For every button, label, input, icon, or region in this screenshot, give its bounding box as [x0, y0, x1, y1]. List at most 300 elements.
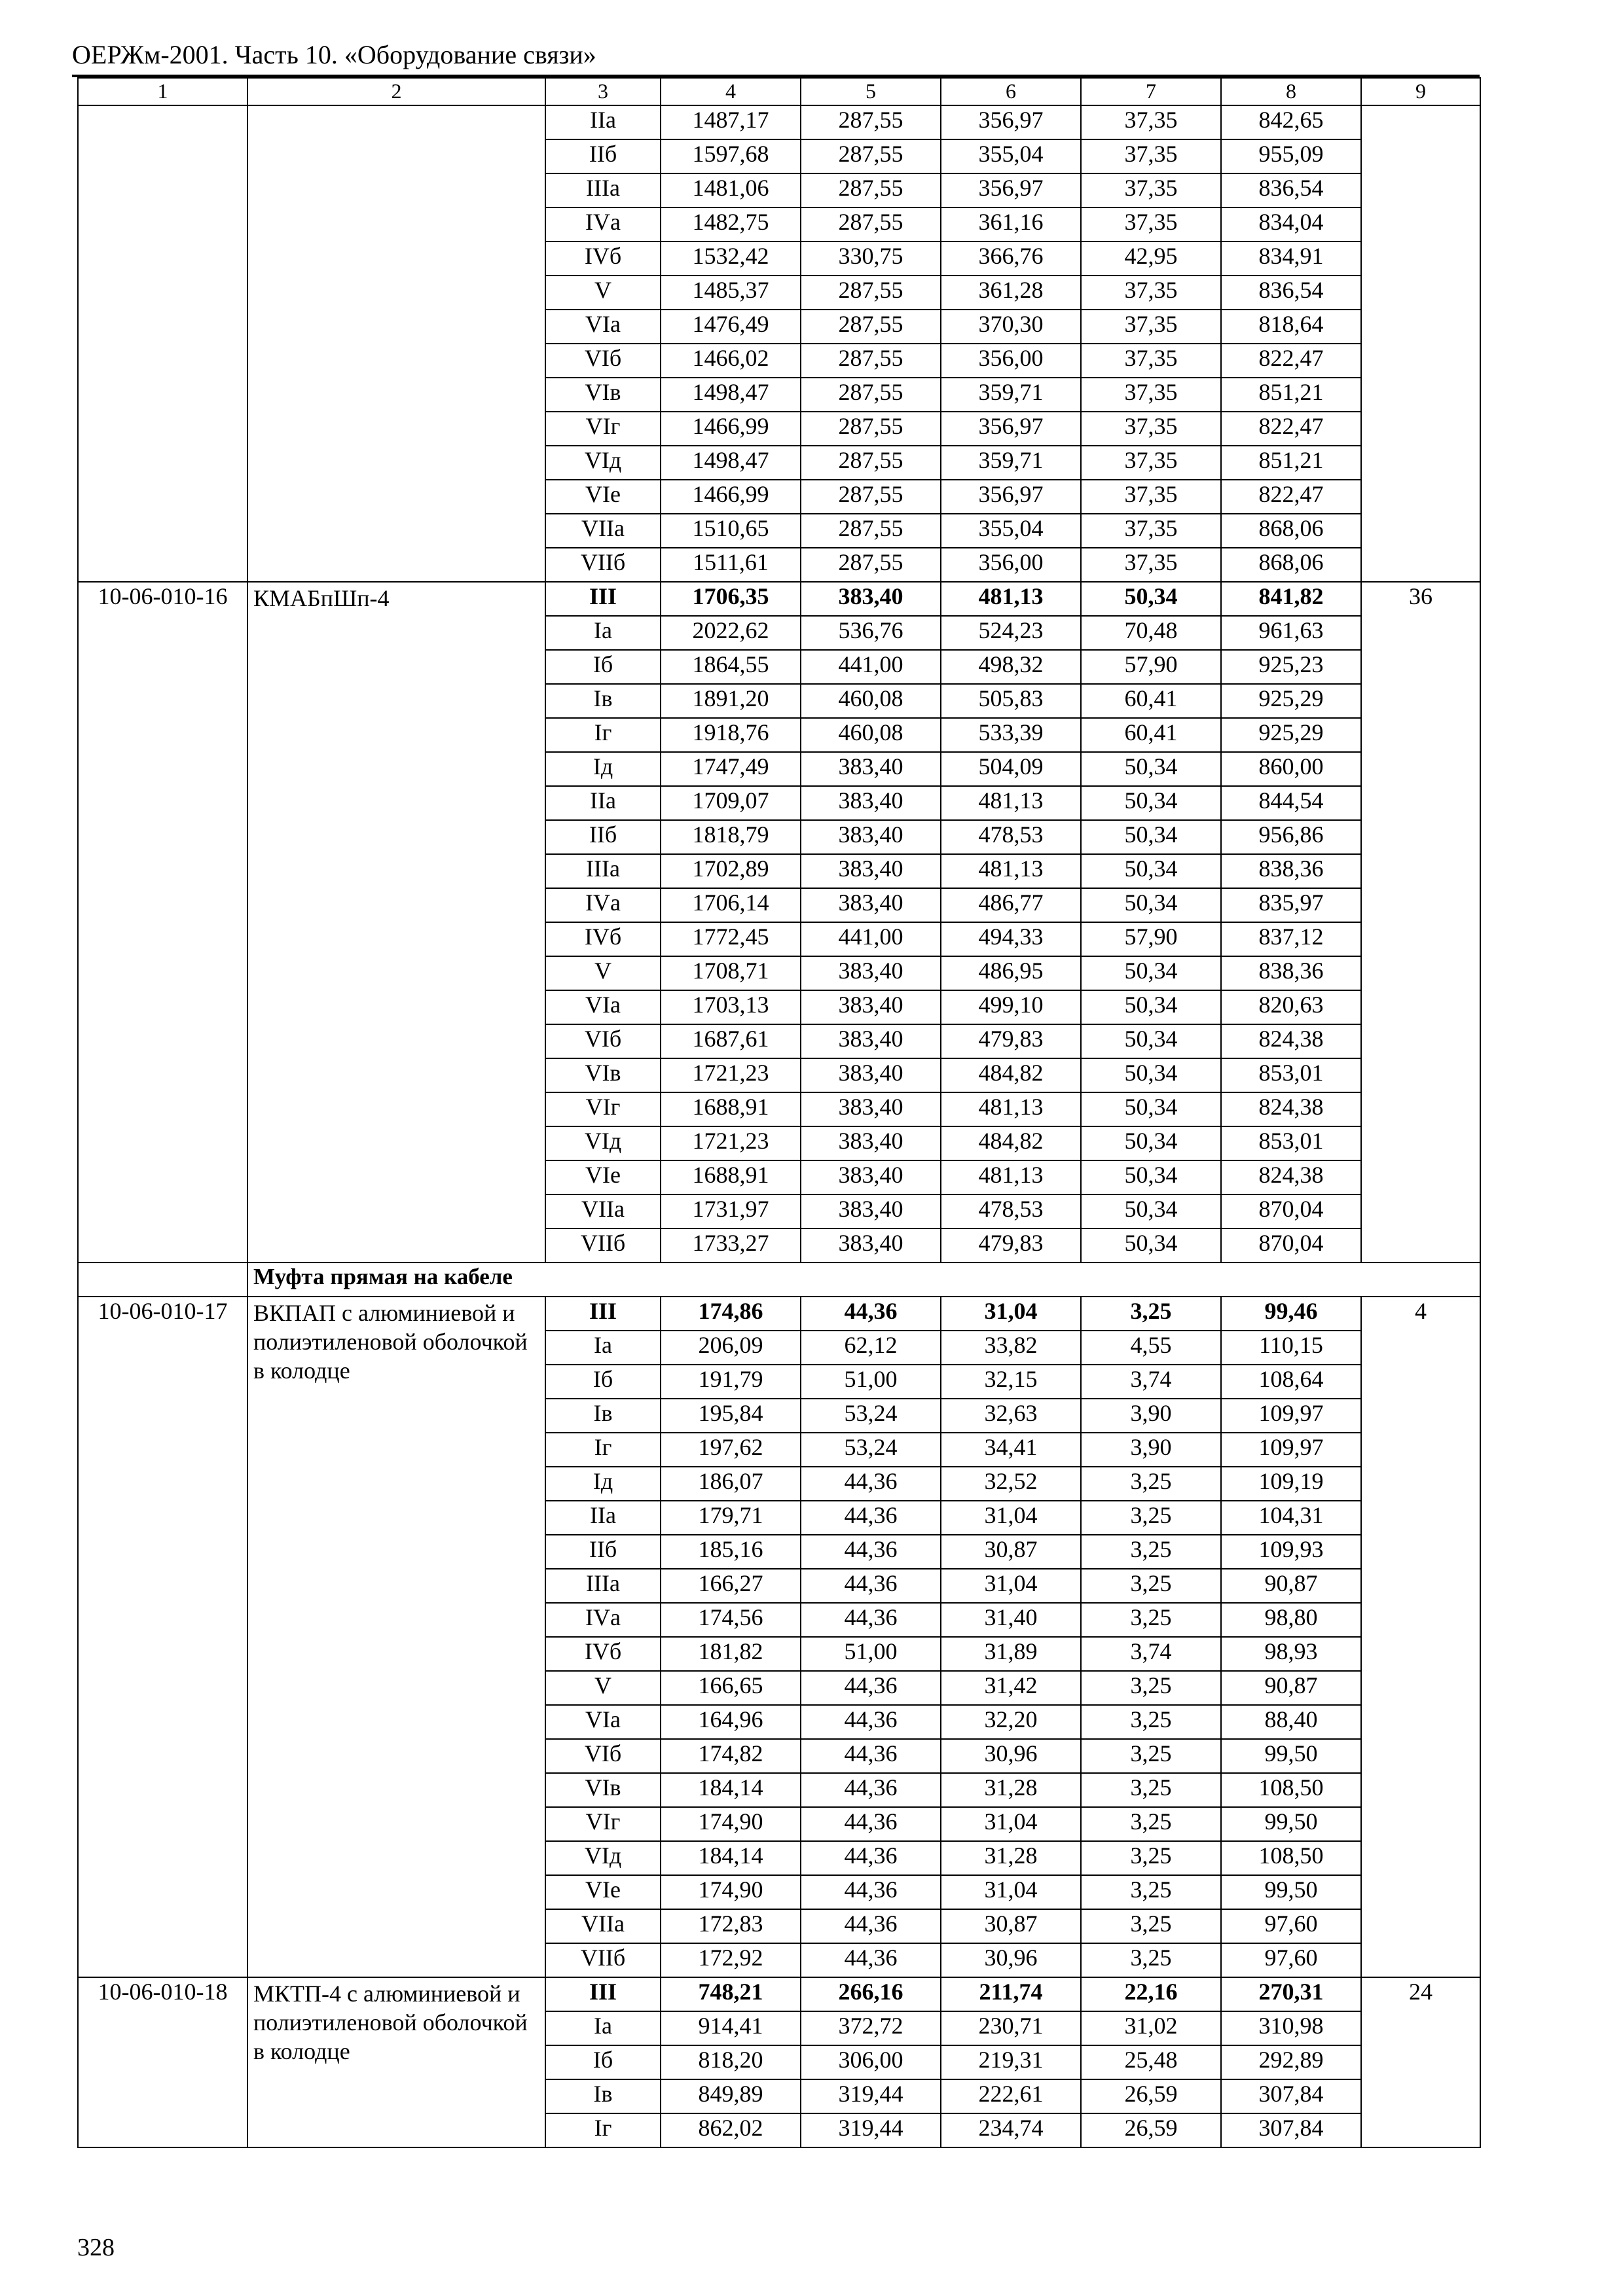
value-cell: 1706,35 — [661, 582, 801, 616]
zone-cell: VIе — [545, 1875, 661, 1909]
value-cell: 185,16 — [661, 1535, 801, 1569]
table-row — [78, 1977, 1480, 2011]
value-cell: 3,25 — [1081, 1807, 1221, 1841]
value-cell: 230,71 — [941, 2011, 1081, 2045]
value-cell: 90,87 — [1221, 1569, 1361, 1603]
value-cell: 206,09 — [661, 1331, 801, 1365]
value-cell: 37,35 — [1081, 139, 1221, 173]
value-cell: 383,40 — [801, 752, 941, 786]
value-cell: 44,36 — [801, 1773, 941, 1807]
table-row — [78, 1297, 1480, 1331]
value-cell: 1688,91 — [661, 1160, 801, 1194]
value-cell: 32,63 — [941, 1399, 1081, 1433]
col9-value: 36 — [1361, 582, 1480, 1263]
value-cell: 44,36 — [801, 1671, 941, 1705]
value-cell: 961,63 — [1221, 616, 1361, 650]
value-cell: 361,16 — [941, 207, 1081, 242]
column-number: 3 — [545, 78, 661, 105]
value-cell: 37,35 — [1081, 514, 1221, 548]
value-cell: 287,55 — [801, 514, 941, 548]
value-cell: 870,04 — [1221, 1194, 1361, 1229]
value-cell: 822,47 — [1221, 480, 1361, 514]
value-cell: 849,89 — [661, 2079, 801, 2113]
value-cell: 44,36 — [801, 1297, 941, 1331]
value-cell: 862,02 — [661, 2113, 801, 2147]
value-cell: 1733,27 — [661, 1229, 801, 1263]
value-cell: 108,64 — [1221, 1365, 1361, 1399]
value-cell: 748,21 — [661, 1977, 801, 2011]
value-cell: 98,93 — [1221, 1637, 1361, 1671]
value-cell: 3,25 — [1081, 1603, 1221, 1637]
value-cell: 22,16 — [1081, 1977, 1221, 2011]
value-cell: 50,34 — [1081, 1092, 1221, 1126]
zone-cell: VIд — [545, 1841, 661, 1875]
value-cell: 44,36 — [801, 1875, 941, 1909]
value-cell: 481,13 — [941, 582, 1081, 616]
value-cell: 356,97 — [941, 412, 1081, 446]
value-cell: 822,47 — [1221, 412, 1361, 446]
value-cell: 383,40 — [801, 888, 941, 922]
column-number-row — [78, 78, 1480, 105]
value-cell: 494,33 — [941, 922, 1081, 956]
rate-code: 10-06-010-17 — [78, 1297, 247, 1977]
zone-cell: IIб — [545, 139, 661, 173]
value-cell: 37,35 — [1081, 276, 1221, 310]
value-cell: 98,80 — [1221, 1603, 1361, 1637]
value-cell: 44,36 — [801, 1739, 941, 1773]
value-cell: 820,63 — [1221, 990, 1361, 1024]
value-cell: 50,34 — [1081, 1024, 1221, 1058]
value-cell: 868,06 — [1221, 548, 1361, 582]
value-cell: 37,35 — [1081, 446, 1221, 480]
value-cell: 441,00 — [801, 650, 941, 684]
value-cell: 3,25 — [1081, 1705, 1221, 1739]
value-cell: 26,59 — [1081, 2113, 1221, 2147]
value-cell: 836,54 — [1221, 173, 1361, 207]
value-cell: 166,65 — [661, 1671, 801, 1705]
value-cell: 370,30 — [941, 310, 1081, 344]
value-cell: 356,00 — [941, 344, 1081, 378]
value-cell: 484,82 — [941, 1058, 1081, 1092]
value-cell: 287,55 — [801, 344, 941, 378]
value-cell: 4,55 — [1081, 1331, 1221, 1365]
value-cell: 383,40 — [801, 1058, 941, 1092]
zone-cell: Iб — [545, 1365, 661, 1399]
value-cell: 166,27 — [661, 1569, 801, 1603]
value-cell: 460,08 — [801, 684, 941, 718]
value-cell: 1487,17 — [661, 105, 801, 139]
value-cell: 3,25 — [1081, 1773, 1221, 1807]
column-number: 7 — [1081, 78, 1221, 105]
value-cell: 383,40 — [801, 1229, 941, 1263]
value-cell: 44,36 — [801, 1841, 941, 1875]
value-cell: 31,42 — [941, 1671, 1081, 1705]
value-cell: 1485,37 — [661, 276, 801, 310]
column-number: 6 — [941, 78, 1081, 105]
value-cell: 184,14 — [661, 1773, 801, 1807]
value-cell: 481,13 — [941, 854, 1081, 888]
value-cell: 860,00 — [1221, 752, 1361, 786]
value-cell: 31,28 — [941, 1773, 1081, 1807]
value-cell: 108,50 — [1221, 1773, 1361, 1807]
value-cell: 109,19 — [1221, 1467, 1361, 1501]
value-cell: 1510,65 — [661, 514, 801, 548]
zone-cell: VIIб — [545, 1229, 661, 1263]
value-cell: 37,35 — [1081, 207, 1221, 242]
value-cell: 1466,99 — [661, 412, 801, 446]
value-cell: 33,82 — [941, 1331, 1081, 1365]
value-cell: 822,47 — [1221, 344, 1361, 378]
column-number: 4 — [661, 78, 801, 105]
value-cell: 1918,76 — [661, 718, 801, 752]
value-cell: 536,76 — [801, 616, 941, 650]
value-cell: 844,54 — [1221, 786, 1361, 820]
zone-cell: VIг — [545, 412, 661, 446]
value-cell: 62,12 — [801, 1331, 941, 1365]
value-cell: 481,13 — [941, 1160, 1081, 1194]
rate-name: МКТП-4 с алюминиевой и полиэтиленовой оболочкой в колодце — [247, 1977, 545, 2147]
value-cell: 197,62 — [661, 1433, 801, 1467]
value-cell: 191,79 — [661, 1365, 801, 1399]
value-cell: 478,53 — [941, 820, 1081, 854]
value-cell: 1731,97 — [661, 1194, 801, 1229]
rate-code: 10-06-010-18 — [78, 1977, 247, 2147]
value-cell: 824,38 — [1221, 1024, 1361, 1058]
rate-code — [78, 105, 247, 582]
zone-cell: VIIб — [545, 1943, 661, 1977]
zone-cell: VIа — [545, 1705, 661, 1739]
zone-cell: III — [545, 582, 661, 616]
column-number: 1 — [78, 78, 247, 105]
zone-cell: IVб — [545, 242, 661, 276]
value-cell: 1466,99 — [661, 480, 801, 514]
zone-cell: Iд — [545, 752, 661, 786]
value-cell: 292,89 — [1221, 2045, 1361, 2079]
section-title: Муфта прямая на кабеле — [247, 1263, 1480, 1297]
value-cell: 486,77 — [941, 888, 1081, 922]
value-cell: 3,25 — [1081, 1467, 1221, 1501]
value-cell: 383,40 — [801, 1160, 941, 1194]
value-cell: 824,38 — [1221, 1160, 1361, 1194]
value-cell: 31,04 — [941, 1569, 1081, 1603]
value-cell: 478,53 — [941, 1194, 1081, 1229]
value-cell: 356,97 — [941, 173, 1081, 207]
value-cell: 30,87 — [941, 1535, 1081, 1569]
value-cell: 356,00 — [941, 548, 1081, 582]
value-cell: 306,00 — [801, 2045, 941, 2079]
value-cell: 31,04 — [941, 1501, 1081, 1535]
zone-cell: VIIа — [545, 514, 661, 548]
value-cell: 853,01 — [1221, 1058, 1361, 1092]
value-cell: 383,40 — [801, 1194, 941, 1229]
zone-cell: VIа — [545, 310, 661, 344]
value-cell: 37,35 — [1081, 412, 1221, 446]
zone-cell: VIIа — [545, 1909, 661, 1943]
value-cell: 50,34 — [1081, 820, 1221, 854]
value-cell: 99,50 — [1221, 1739, 1361, 1773]
value-cell: 818,64 — [1221, 310, 1361, 344]
value-cell: 50,34 — [1081, 1194, 1221, 1229]
value-cell: 1747,49 — [661, 752, 801, 786]
value-cell: 88,40 — [1221, 1705, 1361, 1739]
value-cell: 307,84 — [1221, 2113, 1361, 2147]
value-cell: 3,90 — [1081, 1399, 1221, 1433]
zone-cell: Iг — [545, 2113, 661, 2147]
zone-cell: VIб — [545, 1739, 661, 1773]
value-cell: 330,75 — [801, 242, 941, 276]
value-cell: 44,36 — [801, 1501, 941, 1535]
value-cell: 1891,20 — [661, 684, 801, 718]
zone-cell: Iд — [545, 1467, 661, 1501]
value-cell: 361,28 — [941, 276, 1081, 310]
value-cell: 2022,62 — [661, 616, 801, 650]
value-cell: 31,04 — [941, 1807, 1081, 1841]
value-cell: 219,31 — [941, 2045, 1081, 2079]
value-cell: 3,25 — [1081, 1943, 1221, 1977]
value-cell: 99,50 — [1221, 1807, 1361, 1841]
value-cell: 1476,49 — [661, 310, 801, 344]
value-cell: 3,25 — [1081, 1569, 1221, 1603]
value-cell: 211,74 — [941, 1977, 1081, 2011]
value-cell: 37,35 — [1081, 344, 1221, 378]
value-cell: 1706,14 — [661, 888, 801, 922]
value-cell: 372,72 — [801, 2011, 941, 2045]
value-cell: 3,25 — [1081, 1875, 1221, 1909]
column-number: 9 — [1361, 78, 1480, 105]
value-cell: 174,90 — [661, 1875, 801, 1909]
value-cell: 50,34 — [1081, 1126, 1221, 1160]
value-cell: 287,55 — [801, 548, 941, 582]
value-cell: 504,09 — [941, 752, 1081, 786]
value-cell: 109,97 — [1221, 1433, 1361, 1467]
value-cell: 32,52 — [941, 1467, 1081, 1501]
value-cell: 383,40 — [801, 786, 941, 820]
value-cell: 1498,47 — [661, 446, 801, 480]
value-cell: 524,23 — [941, 616, 1081, 650]
zone-cell: VIIб — [545, 548, 661, 582]
value-cell: 97,60 — [1221, 1909, 1361, 1943]
zone-cell: IVа — [545, 888, 661, 922]
value-cell: 174,56 — [661, 1603, 801, 1637]
zone-cell: VIд — [545, 446, 661, 480]
value-cell: 956,86 — [1221, 820, 1361, 854]
table-body — [78, 78, 1480, 2147]
value-cell: 505,83 — [941, 684, 1081, 718]
zone-cell: Iв — [545, 684, 661, 718]
value-cell: 50,34 — [1081, 956, 1221, 990]
value-cell: 181,82 — [661, 1637, 801, 1671]
zone-cell: IVа — [545, 1603, 661, 1637]
value-cell: 837,12 — [1221, 922, 1361, 956]
value-cell: 30,96 — [941, 1943, 1081, 1977]
value-cell: 44,36 — [801, 1467, 941, 1501]
value-cell: 499,10 — [941, 990, 1081, 1024]
value-cell: 164,96 — [661, 1705, 801, 1739]
value-cell: 1688,91 — [661, 1092, 801, 1126]
value-cell: 3,25 — [1081, 1909, 1221, 1943]
value-cell: 1532,42 — [661, 242, 801, 276]
value-cell: 37,35 — [1081, 173, 1221, 207]
value-cell: 851,21 — [1221, 378, 1361, 412]
zone-cell: V — [545, 276, 661, 310]
value-cell: 838,36 — [1221, 956, 1361, 990]
value-cell: 30,96 — [941, 1739, 1081, 1773]
value-cell: 57,90 — [1081, 650, 1221, 684]
value-cell: 287,55 — [801, 105, 941, 139]
value-cell: 319,44 — [801, 2113, 941, 2147]
zone-cell: Iв — [545, 2079, 661, 2113]
col9-value: 24 — [1361, 1977, 1480, 2147]
value-cell: 925,29 — [1221, 718, 1361, 752]
value-cell: 460,08 — [801, 718, 941, 752]
value-cell: 184,14 — [661, 1841, 801, 1875]
value-cell: 925,29 — [1221, 684, 1361, 718]
value-cell: 484,82 — [941, 1126, 1081, 1160]
zone-cell: IVб — [545, 922, 661, 956]
value-cell: 50,34 — [1081, 582, 1221, 616]
value-cell: 824,38 — [1221, 1092, 1361, 1126]
value-cell: 834,91 — [1221, 242, 1361, 276]
value-cell: 44,36 — [801, 1909, 941, 1943]
value-cell: 51,00 — [801, 1365, 941, 1399]
value-cell: 1511,61 — [661, 548, 801, 582]
value-cell: 44,36 — [801, 1535, 941, 1569]
value-cell: 3,25 — [1081, 1739, 1221, 1773]
value-cell: 359,71 — [941, 378, 1081, 412]
value-cell: 25,48 — [1081, 2045, 1221, 2079]
value-cell: 3,25 — [1081, 1501, 1221, 1535]
value-cell: 287,55 — [801, 446, 941, 480]
zone-cell: Iг — [545, 718, 661, 752]
zone-cell: Iа — [545, 616, 661, 650]
value-cell: 234,74 — [941, 2113, 1081, 2147]
zone-cell: VIд — [545, 1126, 661, 1160]
zone-cell: VIа — [545, 990, 661, 1024]
value-cell: 3,25 — [1081, 1297, 1221, 1331]
value-cell: 1818,79 — [661, 820, 801, 854]
value-cell: 838,36 — [1221, 854, 1361, 888]
value-cell: 1687,61 — [661, 1024, 801, 1058]
value-cell: 1864,55 — [661, 650, 801, 684]
value-cell: 97,60 — [1221, 1943, 1361, 1977]
zone-cell: Iб — [545, 2045, 661, 2079]
value-cell: 50,34 — [1081, 990, 1221, 1024]
page-header — [72, 39, 1480, 77]
column-number: 2 — [247, 78, 545, 105]
value-cell: 57,90 — [1081, 922, 1221, 956]
value-cell: 104,31 — [1221, 1501, 1361, 1535]
zone-cell: III — [545, 1977, 661, 2011]
value-cell: 834,04 — [1221, 207, 1361, 242]
value-cell: 37,35 — [1081, 310, 1221, 344]
value-cell: 356,97 — [941, 480, 1081, 514]
value-cell: 53,24 — [801, 1433, 941, 1467]
value-cell: 383,40 — [801, 582, 941, 616]
value-cell: 108,50 — [1221, 1841, 1361, 1875]
zone-cell: VIг — [545, 1807, 661, 1841]
value-cell: 37,35 — [1081, 378, 1221, 412]
value-cell: 481,13 — [941, 786, 1081, 820]
value-cell: 32,15 — [941, 1365, 1081, 1399]
value-cell: 868,06 — [1221, 514, 1361, 548]
value-cell: 383,40 — [801, 1024, 941, 1058]
value-cell: 174,86 — [661, 1297, 801, 1331]
value-cell: 383,40 — [801, 1126, 941, 1160]
zone-cell: Iа — [545, 2011, 661, 2045]
value-cell: 50,34 — [1081, 786, 1221, 820]
zone-cell: VIб — [545, 1024, 661, 1058]
value-cell: 44,36 — [801, 1569, 941, 1603]
value-cell: 479,83 — [941, 1229, 1081, 1263]
value-cell: 60,41 — [1081, 718, 1221, 752]
value-cell: 50,34 — [1081, 1160, 1221, 1194]
zone-cell: IIIа — [545, 854, 661, 888]
value-cell: 287,55 — [801, 207, 941, 242]
value-cell: 1498,47 — [661, 378, 801, 412]
value-cell: 30,87 — [941, 1909, 1081, 1943]
section-spacer-cell — [78, 1263, 247, 1297]
col9-value — [1361, 105, 1480, 582]
zone-cell: III — [545, 1297, 661, 1331]
value-cell: 310,98 — [1221, 2011, 1361, 2045]
value-cell: 356,97 — [941, 105, 1081, 139]
zone-cell: IIа — [545, 786, 661, 820]
value-cell: 355,04 — [941, 139, 1081, 173]
zone-cell: Iб — [545, 650, 661, 684]
value-cell: 32,20 — [941, 1705, 1081, 1739]
value-cell: 914,41 — [661, 2011, 801, 2045]
document-title: ОЕРЖм-2001. Часть 10. «Оборудование связи» — [72, 40, 596, 69]
zone-cell: VIв — [545, 1773, 661, 1807]
rate-name: ВКПАП с алюминиевой и полиэтиленовой оболочкой в колодце — [247, 1297, 545, 1977]
value-cell: 179,71 — [661, 1501, 801, 1535]
value-cell: 818,20 — [661, 2045, 801, 2079]
value-cell: 287,55 — [801, 139, 941, 173]
value-cell: 836,54 — [1221, 276, 1361, 310]
zone-cell: IVб — [545, 1637, 661, 1671]
value-cell: 307,84 — [1221, 2079, 1361, 2113]
value-cell: 842,65 — [1221, 105, 1361, 139]
value-cell: 1772,45 — [661, 922, 801, 956]
value-cell: 44,36 — [801, 1705, 941, 1739]
value-cell: 1709,07 — [661, 786, 801, 820]
value-cell: 3,25 — [1081, 1671, 1221, 1705]
value-cell: 174,90 — [661, 1807, 801, 1841]
value-cell: 1721,23 — [661, 1058, 801, 1092]
value-cell: 287,55 — [801, 480, 941, 514]
zone-cell: VIб — [545, 344, 661, 378]
zone-cell: Iв — [545, 1399, 661, 1433]
value-cell: 383,40 — [801, 956, 941, 990]
value-cell: 90,87 — [1221, 1671, 1361, 1705]
value-cell: 383,40 — [801, 820, 941, 854]
rate-name — [247, 105, 545, 582]
zone-cell: IVа — [545, 207, 661, 242]
zone-cell: IIа — [545, 1501, 661, 1535]
page-number: 328 — [77, 2234, 115, 2261]
value-cell: 853,01 — [1221, 1126, 1361, 1160]
value-cell: 870,04 — [1221, 1229, 1361, 1263]
value-cell: 925,23 — [1221, 650, 1361, 684]
value-cell: 1481,06 — [661, 173, 801, 207]
zone-cell: IIIа — [545, 1569, 661, 1603]
value-cell: 3,90 — [1081, 1433, 1221, 1467]
value-cell: 287,55 — [801, 378, 941, 412]
value-cell: 841,82 — [1221, 582, 1361, 616]
zone-cell: VIв — [545, 1058, 661, 1092]
value-cell: 34,41 — [941, 1433, 1081, 1467]
value-cell: 266,16 — [801, 1977, 941, 2011]
